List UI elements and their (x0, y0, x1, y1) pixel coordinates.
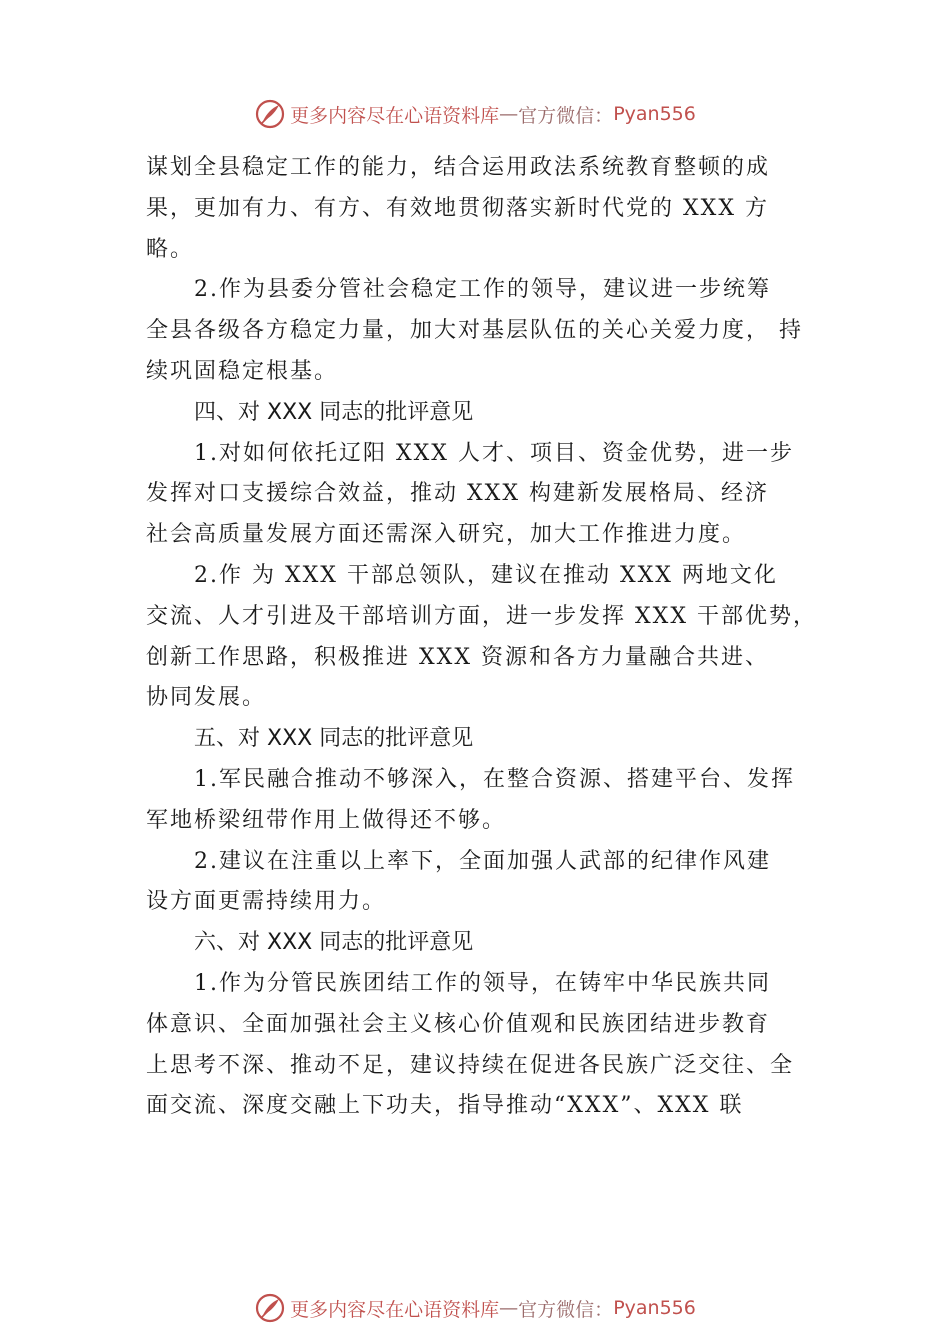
text-line: 果，更加有力、有方、有效地贯彻落实新时代党的 XXX 方 (146, 195, 769, 221)
quill-logo-icon (254, 98, 286, 130)
watermark-wechat-id: Pyan556 (613, 1297, 696, 1319)
paragraph (146, 556, 826, 719)
text-line: 设方面更需持续用力。 (146, 889, 387, 915)
section-heading: 四、对 XXX 同志的批评意见 (194, 399, 474, 425)
text-line: 1.作为分管民族团结工作的领导，在铸牢中华民族共同 (194, 970, 771, 996)
paragraph (146, 270, 826, 392)
watermark-wechat-id: Pyan556 (613, 103, 696, 125)
text-line: 2.作 为 XXX 干部总领队，建议在推动 XXX 两地文化 (194, 562, 778, 588)
section-heading: 六、对 XXX 同志的批评意见 (194, 930, 474, 956)
text-line: 1.对如何依托辽阳 XXX 人才、项目、资金优势，进一步 (194, 440, 794, 466)
paragraph (146, 842, 826, 924)
watermark-dash: — (499, 1297, 519, 1319)
header-watermark (0, 94, 950, 134)
text-line: 交流、人才引进及干部培训方面，进一步发挥 XXX 干部优势， (146, 603, 817, 629)
text-line: 军地桥梁纽带作用上做得还不够。 (146, 807, 507, 833)
section-heading: 五、对 XXX 同志的批评意见 (194, 726, 474, 752)
text-line: 略。 (146, 236, 195, 262)
watermark-label: 官方微信： (518, 104, 614, 127)
quill-logo-icon (254, 1292, 286, 1324)
text-line: 创新工作思路，积极推进 XXX 资源和各方力量融合共进、 (146, 644, 769, 670)
text-line: 谋划全县稳定工作的能力，结合运用政法系统教育整顿的成 (146, 155, 771, 180)
paragraph (146, 760, 826, 842)
watermark-dash: — (499, 103, 519, 125)
text-line: 2.作为县委分管社会稳定工作的领导，建议进一步统筹 (194, 277, 771, 303)
paragraph (146, 964, 826, 1127)
text-line: 发挥对口支援综合效益，推动 XXX 构建新发展格局、经济 (146, 481, 769, 507)
watermark-label: 官方微信： (518, 1298, 614, 1321)
document-body (146, 148, 826, 1127)
paragraph (146, 434, 826, 556)
text-line: 1.军民融合推动不够深入，在整合资源、搭建平台、发挥 (194, 766, 795, 792)
text-line: 面交流、深度交融上下功夫，指导推动“XXX”、XXX 联 (146, 1093, 744, 1119)
text-line: 续巩固稳定根基。 (146, 358, 339, 384)
watermark-site-text: 更多内容尽在心语资料库 (290, 1298, 500, 1321)
text-line: 社会高质量发展方面还需深入研究，加大工作推进力度。 (146, 522, 747, 548)
paragraph (146, 148, 826, 270)
text-line: 上思考不深、推动不足，建议持续在促进各民族广泛交往、全 (146, 1052, 795, 1078)
text-line: 2.建议在注重以上率下，全面加强人武部的纪律作风建 (194, 848, 771, 874)
text-line: 协同发展。 (146, 685, 267, 711)
text-line: 体意识、全面加强社会主义核心价值观和民族团结进步教育 (146, 1011, 771, 1037)
text-line: 全县各级各方稳定力量，加大对基层队伍的关心关爱力度， 持 (146, 318, 803, 344)
watermark-site-text: 更多内容尽在心语资料库 (290, 104, 500, 127)
footer-watermark (0, 1288, 950, 1328)
